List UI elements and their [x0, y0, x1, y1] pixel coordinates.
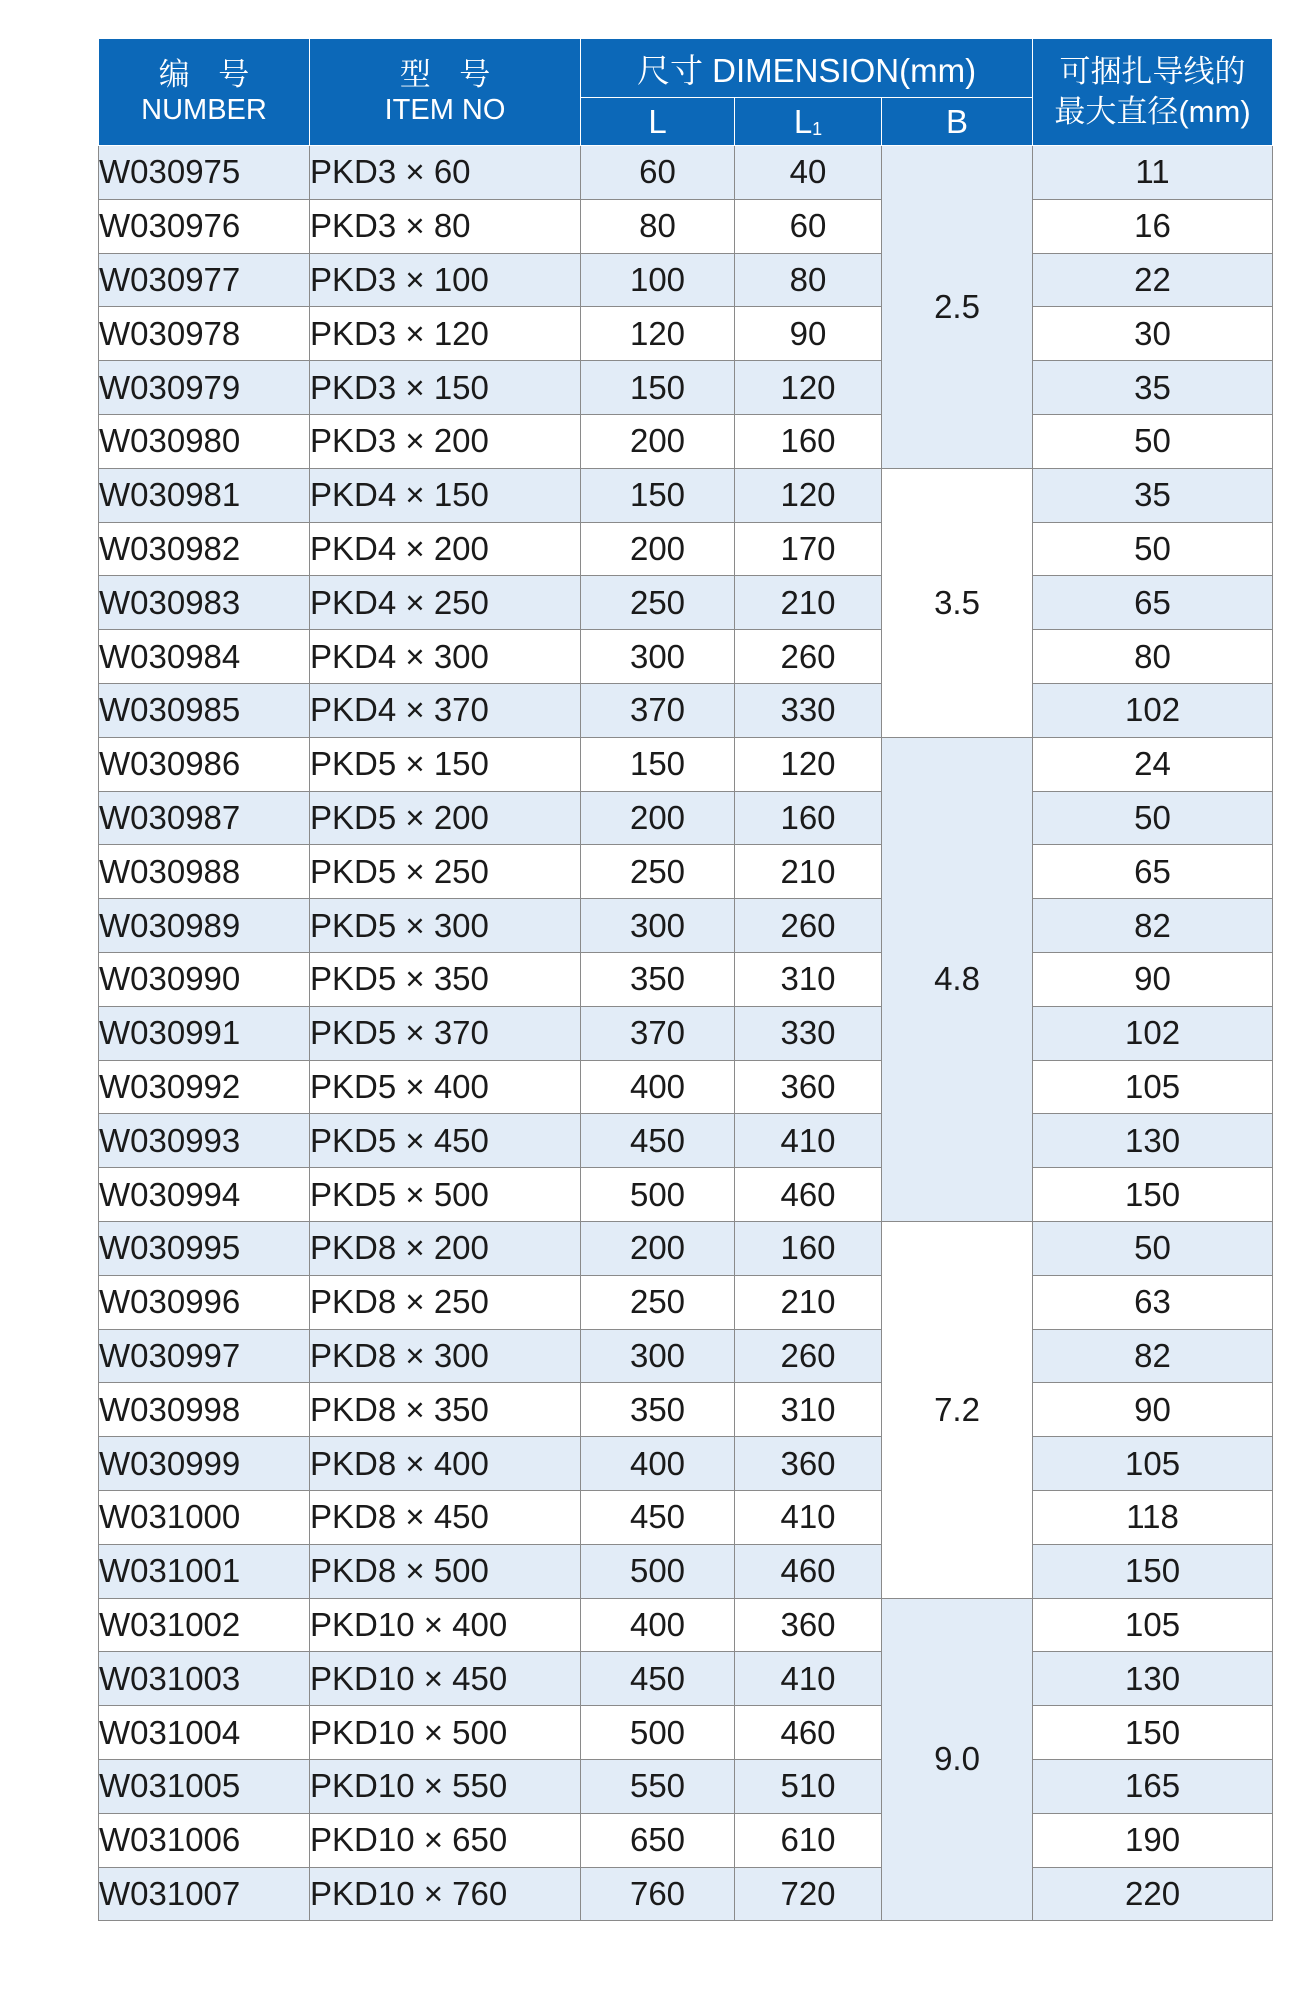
cell-length-l1: 460 — [735, 1168, 882, 1222]
header-max-diameter-line1: 可捆扎导线的 — [1059, 53, 1246, 89]
cell-length-l1: 160 — [735, 414, 882, 468]
cell-length: 450 — [581, 1652, 735, 1706]
cell-item-no: PKD5 × 200 — [310, 791, 581, 845]
cell-length-l1: 160 — [735, 791, 882, 845]
cell-number: W030988 — [99, 845, 310, 899]
table-row — [99, 576, 1273, 630]
cell-length-l1: 260 — [735, 1329, 882, 1383]
cell-number: W030993 — [99, 1114, 310, 1168]
cell-number: W030997 — [99, 1329, 310, 1383]
table-header — [99, 39, 1273, 146]
header-item-en: ITEM NO — [384, 94, 506, 127]
cell-length: 100 — [581, 253, 735, 307]
cell-max-diameter: 50 — [1033, 1221, 1273, 1275]
table-row — [99, 1759, 1273, 1813]
header-dimension: 尺寸 DIMENSION(mm) — [581, 39, 1033, 98]
cell-max-diameter: 105 — [1033, 1598, 1273, 1652]
cell-number: W030980 — [99, 414, 310, 468]
cell-max-diameter: 165 — [1033, 1759, 1273, 1813]
cell-length-l1: 330 — [735, 1006, 882, 1060]
cell-width-b: 7.2 — [882, 1221, 1033, 1598]
header-max-diameter — [1033, 39, 1273, 146]
cell-item-no: PKD5 × 250 — [310, 845, 581, 899]
cell-length: 350 — [581, 1383, 735, 1437]
table-row — [99, 1006, 1273, 1060]
cell-item-no: PKD5 × 350 — [310, 952, 581, 1006]
header-l1-base: L — [793, 102, 813, 140]
cell-max-diameter: 50 — [1033, 414, 1273, 468]
cell-number: W030977 — [99, 253, 310, 307]
table-row — [99, 1168, 1273, 1222]
cell-number: W030985 — [99, 683, 310, 737]
table-row — [99, 146, 1273, 200]
table-row — [99, 791, 1273, 845]
table-row — [99, 307, 1273, 361]
cell-number: W030981 — [99, 468, 310, 522]
cell-number: W031003 — [99, 1652, 310, 1706]
cell-length: 300 — [581, 630, 735, 684]
cell-max-diameter: 35 — [1033, 468, 1273, 522]
cell-max-diameter: 65 — [1033, 845, 1273, 899]
cell-length: 150 — [581, 361, 735, 415]
cell-item-no: PKD5 × 500 — [310, 1168, 581, 1222]
cell-max-diameter: 220 — [1033, 1867, 1273, 1921]
cell-max-diameter: 50 — [1033, 791, 1273, 845]
cell-number: W030996 — [99, 1275, 310, 1329]
header-number — [99, 39, 310, 146]
cell-item-no: PKD8 × 250 — [310, 1275, 581, 1329]
cell-length-l1: 460 — [735, 1706, 882, 1760]
cell-length-l1: 410 — [735, 1490, 882, 1544]
table-row — [99, 952, 1273, 1006]
cell-length-l1: 260 — [735, 899, 882, 953]
cell-length-l1: 120 — [735, 737, 882, 791]
cell-max-diameter: 150 — [1033, 1544, 1273, 1598]
table-row — [99, 1060, 1273, 1114]
cell-number: W031001 — [99, 1544, 310, 1598]
cell-max-diameter: 35 — [1033, 361, 1273, 415]
cell-length-l1: 90 — [735, 307, 882, 361]
cell-number: W031000 — [99, 1490, 310, 1544]
cell-length-l1: 210 — [735, 845, 882, 899]
table-row — [99, 414, 1273, 468]
cell-number: W030992 — [99, 1060, 310, 1114]
table-row — [99, 630, 1273, 684]
cell-item-no: PKD5 × 450 — [310, 1114, 581, 1168]
cell-item-no: PKD3 × 100 — [310, 253, 581, 307]
header-item — [310, 39, 581, 146]
cell-length-l1: 360 — [735, 1060, 882, 1114]
table-row — [99, 1598, 1273, 1652]
header-l1-sub: 1 — [812, 118, 823, 139]
table-row — [99, 361, 1273, 415]
table-row — [99, 522, 1273, 576]
cell-max-diameter: 105 — [1033, 1437, 1273, 1491]
cell-number: W030986 — [99, 737, 310, 791]
table-row — [99, 199, 1273, 253]
table-row — [99, 1221, 1273, 1275]
cell-item-no: PKD5 × 300 — [310, 899, 581, 953]
cell-length-l1: 120 — [735, 361, 882, 415]
table-row — [99, 1437, 1273, 1491]
cell-item-no: PKD10 × 760 — [310, 1867, 581, 1921]
cell-max-diameter: 82 — [1033, 899, 1273, 953]
cell-item-no: PKD8 × 350 — [310, 1383, 581, 1437]
cell-item-no: PKD10 × 500 — [310, 1706, 581, 1760]
cell-length-l1: 60 — [735, 199, 882, 253]
table-row — [99, 1490, 1273, 1544]
cell-max-diameter: 118 — [1033, 1490, 1273, 1544]
table-row — [99, 253, 1273, 307]
header-b: B — [882, 98, 1033, 146]
cell-length: 150 — [581, 468, 735, 522]
cell-max-diameter: 11 — [1033, 146, 1273, 200]
cell-length: 200 — [581, 791, 735, 845]
cell-item-no: PKD8 × 450 — [310, 1490, 581, 1544]
cell-item-no: PKD4 × 200 — [310, 522, 581, 576]
header-l: L — [581, 98, 735, 146]
cell-number: W031006 — [99, 1813, 310, 1867]
cell-max-diameter: 16 — [1033, 199, 1273, 253]
cell-length: 500 — [581, 1168, 735, 1222]
cell-length: 60 — [581, 146, 735, 200]
cell-length-l1: 410 — [735, 1114, 882, 1168]
table-row — [99, 1544, 1273, 1598]
cell-length-l1: 410 — [735, 1652, 882, 1706]
cell-item-no: PKD3 × 80 — [310, 199, 581, 253]
cell-length-l1: 40 — [735, 146, 882, 200]
cell-max-diameter: 190 — [1033, 1813, 1273, 1867]
cell-length: 650 — [581, 1813, 735, 1867]
cell-number: W030979 — [99, 361, 310, 415]
cell-length: 200 — [581, 1221, 735, 1275]
cell-length-l1: 80 — [735, 253, 882, 307]
cell-max-diameter: 22 — [1033, 253, 1273, 307]
cell-length: 450 — [581, 1490, 735, 1544]
cell-length-l1: 170 — [735, 522, 882, 576]
cell-length-l1: 510 — [735, 1759, 882, 1813]
cell-length-l1: 360 — [735, 1437, 882, 1491]
cell-length-l1: 160 — [735, 1221, 882, 1275]
cell-item-no: PKD10 × 450 — [310, 1652, 581, 1706]
cell-length: 80 — [581, 199, 735, 253]
cell-length-l1: 360 — [735, 1598, 882, 1652]
cell-number: W031004 — [99, 1706, 310, 1760]
cell-max-diameter: 150 — [1033, 1168, 1273, 1222]
cell-item-no: PKD3 × 120 — [310, 307, 581, 361]
cell-item-no: PKD4 × 370 — [310, 683, 581, 737]
cell-length-l1: 210 — [735, 1275, 882, 1329]
cell-number: W030984 — [99, 630, 310, 684]
table-row — [99, 468, 1273, 522]
table-row — [99, 1867, 1273, 1921]
cell-max-diameter: 130 — [1033, 1114, 1273, 1168]
cell-length-l1: 330 — [735, 683, 882, 737]
cell-number: W030999 — [99, 1437, 310, 1491]
table-row — [99, 1706, 1273, 1760]
cell-length: 300 — [581, 899, 735, 953]
cell-length-l1: 120 — [735, 468, 882, 522]
cell-max-diameter: 90 — [1033, 952, 1273, 1006]
table-row — [99, 899, 1273, 953]
cell-max-diameter: 102 — [1033, 683, 1273, 737]
cell-length: 550 — [581, 1759, 735, 1813]
table-row — [99, 1813, 1273, 1867]
cell-length-l1: 260 — [735, 630, 882, 684]
cell-width-b: 4.8 — [882, 737, 1033, 1221]
cell-length: 150 — [581, 737, 735, 791]
cell-length-l1: 210 — [735, 576, 882, 630]
table-row — [99, 683, 1273, 737]
cell-item-no: PKD8 × 500 — [310, 1544, 581, 1598]
cell-width-b: 3.5 — [882, 468, 1033, 737]
cell-length: 450 — [581, 1114, 735, 1168]
table-row — [99, 1275, 1273, 1329]
cell-item-no: PKD10 × 550 — [310, 1759, 581, 1813]
cell-item-no: PKD8 × 400 — [310, 1437, 581, 1491]
cell-max-diameter: 82 — [1033, 1329, 1273, 1383]
cell-max-diameter: 50 — [1033, 522, 1273, 576]
cell-number: W030998 — [99, 1383, 310, 1437]
cell-number: W031002 — [99, 1598, 310, 1652]
cell-number: W030990 — [99, 952, 310, 1006]
cell-max-diameter: 102 — [1033, 1006, 1273, 1060]
header-number-en: NUMBER — [141, 94, 267, 127]
cell-max-diameter: 150 — [1033, 1706, 1273, 1760]
cell-number: W030994 — [99, 1168, 310, 1222]
cell-number: W030987 — [99, 791, 310, 845]
cell-number: W030989 — [99, 899, 310, 953]
table-row — [99, 1114, 1273, 1168]
cell-item-no: PKD3 × 150 — [310, 361, 581, 415]
table-row — [99, 737, 1273, 791]
table-row — [99, 845, 1273, 899]
cell-length-l1: 720 — [735, 1867, 882, 1921]
table-row — [99, 1383, 1273, 1437]
cell-length: 760 — [581, 1867, 735, 1921]
cell-length: 350 — [581, 952, 735, 1006]
cell-number: W031007 — [99, 1867, 310, 1921]
cell-max-diameter: 63 — [1033, 1275, 1273, 1329]
cell-length: 370 — [581, 683, 735, 737]
cell-length: 400 — [581, 1598, 735, 1652]
header-max-diameter-line2: 最大直径(mm) — [1054, 94, 1251, 129]
cell-length: 400 — [581, 1437, 735, 1491]
table-row — [99, 1652, 1273, 1706]
cell-length: 250 — [581, 1275, 735, 1329]
table-row — [99, 1329, 1273, 1383]
cell-length: 200 — [581, 522, 735, 576]
cell-length: 120 — [581, 307, 735, 361]
cell-number: W030995 — [99, 1221, 310, 1275]
cell-item-no: PKD8 × 200 — [310, 1221, 581, 1275]
cell-item-no: PKD3 × 60 — [310, 146, 581, 200]
cell-length: 300 — [581, 1329, 735, 1383]
cell-item-no: PKD4 × 250 — [310, 576, 581, 630]
cell-number: W030982 — [99, 522, 310, 576]
cell-number: W030991 — [99, 1006, 310, 1060]
cell-max-diameter: 90 — [1033, 1383, 1273, 1437]
cell-max-diameter: 80 — [1033, 630, 1273, 684]
cell-item-no: PKD10 × 400 — [310, 1598, 581, 1652]
cell-item-no: PKD3 × 200 — [310, 414, 581, 468]
cell-item-no: PKD4 × 300 — [310, 630, 581, 684]
cell-length-l1: 460 — [735, 1544, 882, 1598]
cell-max-diameter: 130 — [1033, 1652, 1273, 1706]
cell-length: 250 — [581, 576, 735, 630]
cell-item-no: PKD5 × 400 — [310, 1060, 581, 1114]
header-item-cn: 型 号 — [399, 56, 501, 92]
cell-item-no: PKD5 × 150 — [310, 737, 581, 791]
cell-length: 500 — [581, 1544, 735, 1598]
cell-item-no: PKD8 × 300 — [310, 1329, 581, 1383]
cell-length: 370 — [581, 1006, 735, 1060]
cell-length: 200 — [581, 414, 735, 468]
cell-length-l1: 310 — [735, 952, 882, 1006]
cell-width-b: 2.5 — [882, 146, 1033, 469]
cell-number: W030976 — [99, 199, 310, 253]
cell-max-diameter: 24 — [1033, 737, 1273, 791]
cell-number: W030983 — [99, 576, 310, 630]
cell-length: 500 — [581, 1706, 735, 1760]
cell-number: W030975 — [99, 146, 310, 200]
cell-length-l1: 310 — [735, 1383, 882, 1437]
cell-number: W031005 — [99, 1759, 310, 1813]
cell-length: 250 — [581, 845, 735, 899]
cell-number: W030978 — [99, 307, 310, 361]
cell-max-diameter: 65 — [1033, 576, 1273, 630]
header-l1 — [735, 98, 882, 146]
cell-item-no: PKD5 × 370 — [310, 1006, 581, 1060]
cell-length-l1: 610 — [735, 1813, 882, 1867]
spec-table — [98, 38, 1273, 1921]
cell-item-no: PKD10 × 650 — [310, 1813, 581, 1867]
header-number-cn: 编 号 — [158, 56, 260, 92]
table-body — [99, 146, 1273, 1921]
cell-length: 400 — [581, 1060, 735, 1114]
cell-width-b: 9.0 — [882, 1598, 1033, 1921]
cell-max-diameter: 30 — [1033, 307, 1273, 361]
cell-max-diameter: 105 — [1033, 1060, 1273, 1114]
cell-item-no: PKD4 × 150 — [310, 468, 581, 522]
